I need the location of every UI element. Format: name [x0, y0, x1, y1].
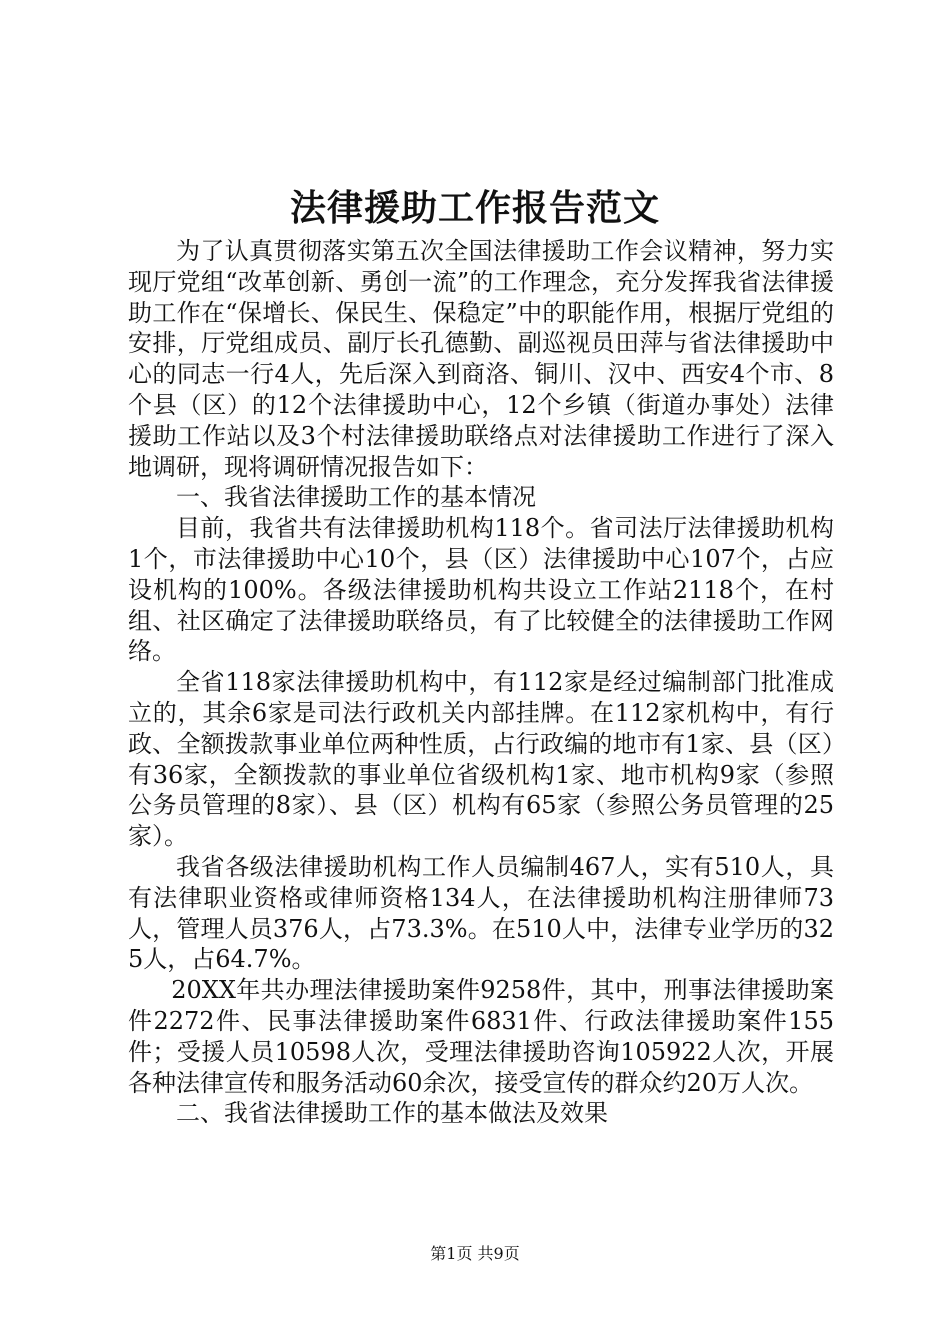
paragraph-institutions: 目前，我省共有法律援助机构118个。省司法厅法律援助机构1个，市法律援助中心10个，县（区）法律援助中心107个，占应设机构的100%。各级法律援助机构共设立工作站2118个，在村组、社区确定了法律援助联络员，有了比较健全的法律援助工作网络。	[128, 514, 834, 666]
paragraph-approval: 全省118家法律援助机构中，有112家是经过编制部门批准成立的，其余6家是司法行政机关内部挂牌。在112家机构中，有行政、全额拨款事业单位两种性质，占行政编的地市有1家、县（区）有36家，全额拨款的事业单位省级机构1家、地市机构9家（参照公务员管理的8家）、县（区）机构有65家（参照公务员管理的25家）。	[128, 668, 834, 851]
section-heading-2: 二、我省法律援助工作的基本做法及效果	[176, 1099, 608, 1128]
paragraph-cases: 20XX年共办理法律援助案件9258件，其中，刑事法律援助案件2272件、民事法律援助案件6831件、行政法律援助案件155件；受援人员10598人次，受理法律援助咨询105922人次，开展各种法律宣传和服务活动60余次，接受宣传的群众约20万人次。	[128, 976, 834, 1097]
document-body	[128, 236, 834, 1129]
section-heading-1: 一、我省法律援助工作的基本情况	[176, 483, 536, 512]
document-title: 法律援助工作报告范文	[289, 187, 660, 229]
paragraph-staff: 我省各级法律援助机构工作人员编制467人，实有510人，具有法律职业资格或律师资格134人，在法律援助机构注册律师73人，管理人员376人，占73.3%。在510人中，法律专业学历的325人，占64.7%。	[128, 852, 834, 974]
paragraph-intro: 为了认真贯彻落实第五次全国法律援助工作会议精神，努力实现厅党组“改革创新、勇创一流”的工作理念，充分发挥我省法律援助工作在“保增长、保民生、保稳定”中的职能作用，根据厅党组的安排，厅党组成员、副厅长孔德勤、副巡视员田萍与省法律援助中心的同志一行4人，先后深入到商洛、铜川、汉中、西安4个市、8个县（区）的12个法律援助中心，12个乡镇（街道办事处）法律援助工作站以及3个村法律援助联络点对法律援助工作进行了深入地调研，现将调研情况报告如下：	[128, 237, 834, 481]
page-number-footer: 第1页 共9页	[430, 1244, 520, 1263]
